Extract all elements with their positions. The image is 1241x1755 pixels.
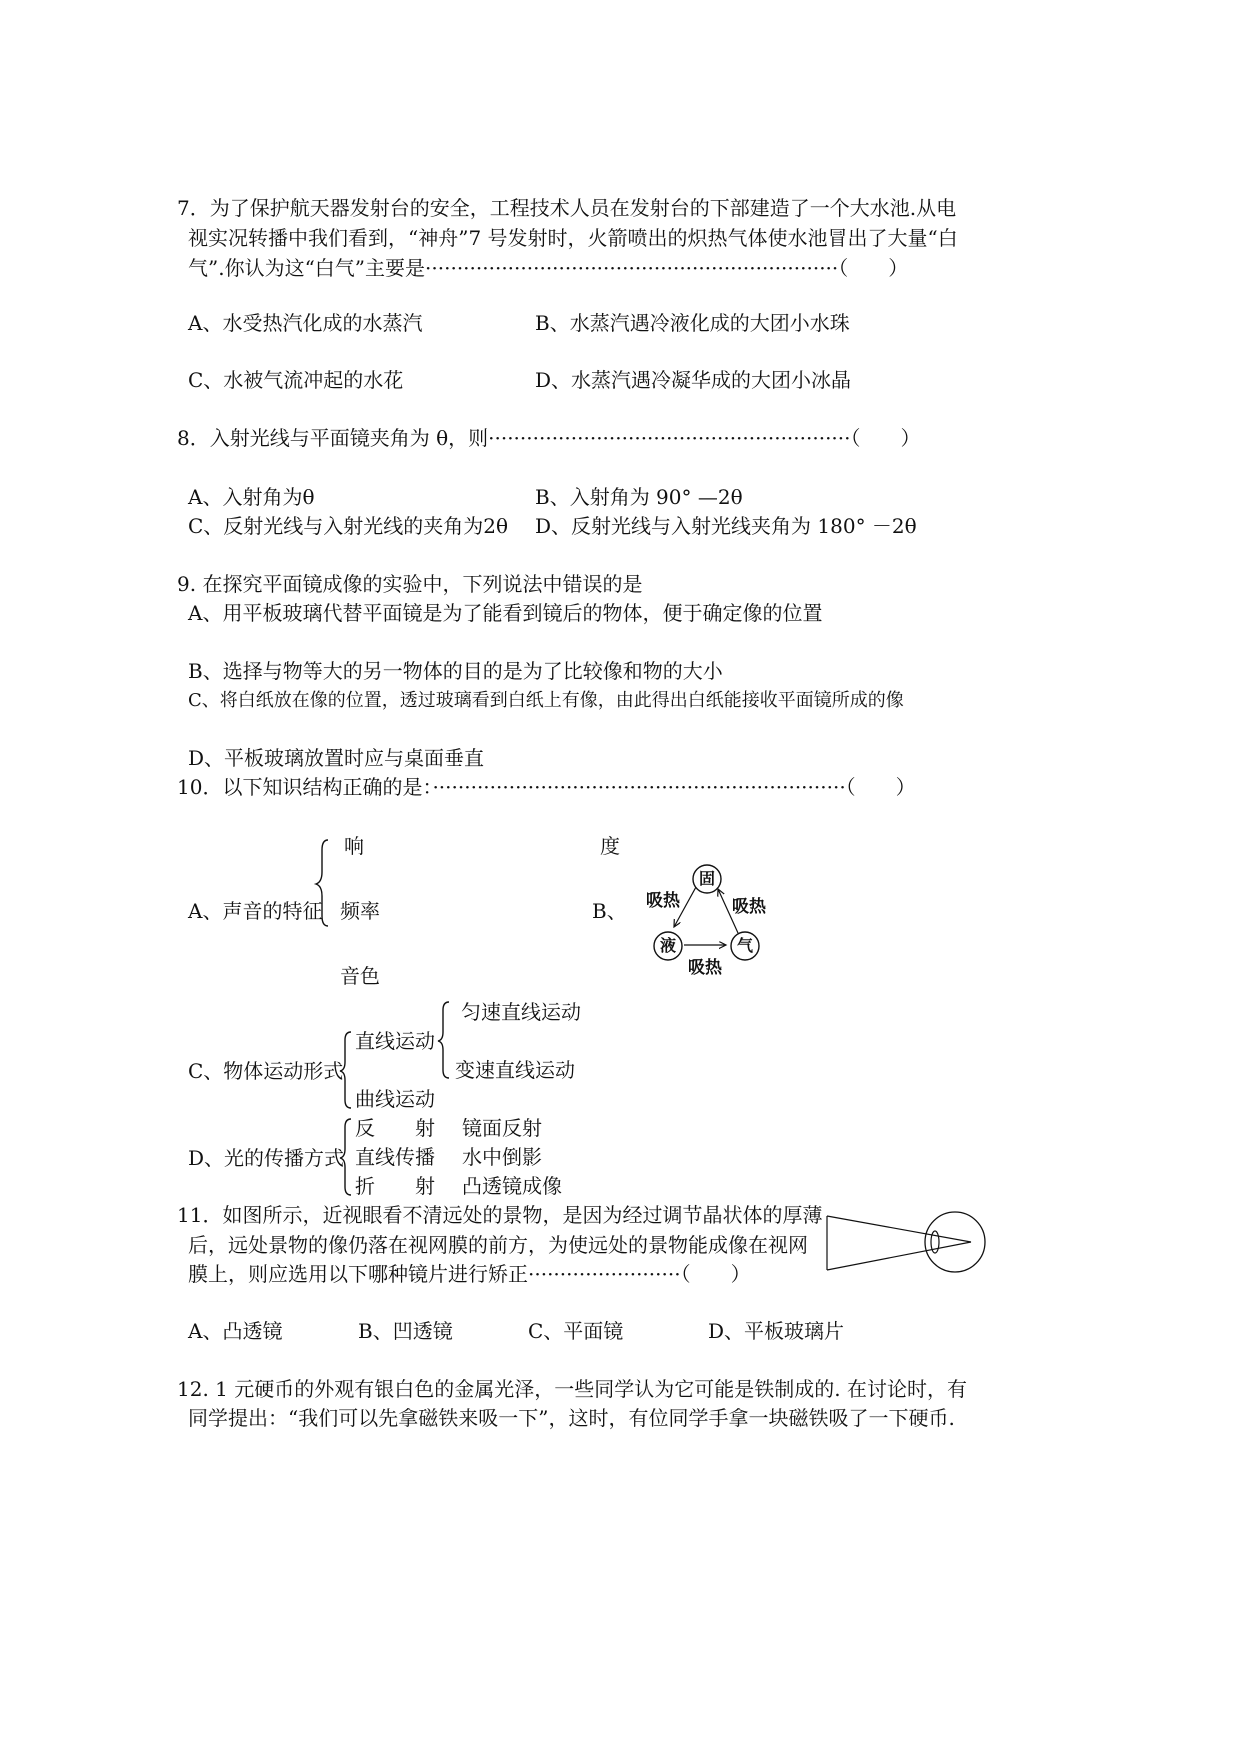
q9-option-b[interactable]: B、选择与物等大的另一物体的目的是为了比较像和物的大小 bbox=[188, 659, 723, 683]
q10d-label[interactable]: D、光的传播方式 bbox=[188, 1146, 345, 1170]
q10a-item-loudness: 响 bbox=[344, 834, 364, 858]
q8-option-d[interactable]: D、反射光线与入射光线夹角为 180° －2θ bbox=[535, 514, 917, 538]
q10d-row-1-key: 反 射 bbox=[355, 1116, 435, 1140]
q10d-row-2-value: 水中倒影 bbox=[462, 1145, 542, 1169]
q10b-node-gas: 气 bbox=[737, 936, 754, 955]
q11-eye-diagram bbox=[826, 1208, 986, 1278]
q7-line-2: 视实况转播中我们看到，“神舟”7 号发射时，火箭喷出的炽热气体使水池冒出了大量“白 bbox=[188, 226, 958, 250]
q12-line-1: 12. 1 元硬币的外观有银白色的金属光泽，一些同学认为它可能是铁制成的. 在讨论时，有 bbox=[177, 1377, 967, 1401]
q8-option-c[interactable]: C、反射光线与入射光线的夹角为2θ bbox=[188, 514, 509, 538]
q9-option-a[interactable]: A、用平板玻璃代替平面镜是为了能看到镜后的物体，便于确定像的位置 bbox=[188, 601, 823, 625]
q11-crystalline-lens bbox=[931, 1231, 939, 1253]
q7-option-a[interactable]: A、水受热汽化成的水蒸汽 bbox=[188, 311, 423, 335]
q7-option-b[interactable]: B、水蒸汽遇冷液化成的大团小水珠 bbox=[535, 311, 850, 335]
q10b-label[interactable]: B、 bbox=[592, 899, 627, 923]
q10c-variable-linear: 变速直线运动 bbox=[455, 1058, 575, 1082]
q10a-item-timbre: 音色 bbox=[340, 964, 380, 988]
q10c-brace-main bbox=[339, 1030, 355, 1110]
q10d-row-1-value: 镜面反射 bbox=[462, 1116, 542, 1140]
q11-option-d[interactable]: D、平板玻璃片 bbox=[708, 1319, 845, 1343]
q10a-stray-char: 度 bbox=[600, 834, 620, 858]
q9-stem: 9. 在探究平面镜成像的实验中，下列说法中错误的是 bbox=[177, 572, 643, 596]
q10c-label[interactable]: C、物体运动形式 bbox=[188, 1059, 344, 1083]
q8-stem: 8．入射光线与平面镜夹角为 θ，则·························································（ ） bbox=[177, 426, 921, 450]
q7-option-d[interactable]: D、水蒸汽遇冷凝华成的大团小冰晶 bbox=[535, 368, 852, 392]
q11-line-1: 11．如图所示，近视眼看不清远处的景物，是因为经过调节晶状体的厚薄 bbox=[177, 1203, 823, 1227]
q11-option-b[interactable]: B、凹透镜 bbox=[358, 1319, 453, 1343]
q10c-sub-linear: 直线运动 bbox=[355, 1029, 435, 1053]
q10c-sub-curvilinear: 曲线运动 bbox=[355, 1087, 435, 1111]
q10d-row-3-key: 折 射 bbox=[355, 1174, 435, 1198]
q10b-node-solid: 固 bbox=[699, 869, 716, 888]
q10a-label[interactable]: A、声音的特征 bbox=[188, 899, 323, 923]
q10c-brace-linear bbox=[437, 1000, 453, 1080]
q10a-item-frequency: 频率 bbox=[340, 899, 380, 923]
q8-option-a[interactable]: A、入射角为θ bbox=[188, 485, 315, 509]
q11-eyeball bbox=[925, 1212, 985, 1272]
q9-option-d[interactable]: D、平板玻璃放置时应与桌面垂直 bbox=[188, 746, 485, 770]
q7-line-3: 气”.你认为这“白气”主要是·································································（ ） bbox=[188, 256, 909, 280]
q12-line-2: 同学提出：“我们可以先拿磁铁来吸一下”，这时，有位同学手拿一块磁铁吸了一下硬币. bbox=[188, 1406, 955, 1430]
q7-line-1: 7．为了保护航天器发射台的安全，工程技术人员在发射台的下部建造了一个大水池.从电 bbox=[177, 196, 957, 220]
q10a-brace bbox=[314, 838, 334, 928]
q9-option-c[interactable]: C、将白纸放在像的位置，透过玻璃看到白纸上有像，由此得出白纸能接收平面镜所成的像 bbox=[188, 690, 904, 711]
q10b-edge-bottom: 吸热 bbox=[688, 958, 722, 978]
q11-option-c[interactable]: C、平面镜 bbox=[528, 1319, 624, 1343]
q10c-uniform-linear: 匀速直线运动 bbox=[461, 1000, 581, 1024]
q10b-node-liquid: 液 bbox=[660, 936, 677, 955]
q11-line-2: 后，远处景物的像仍落在视网膜的前方，为使远处的景物能成像在视网 bbox=[188, 1233, 808, 1257]
q10-stem: 10．以下知识结构正确的是：·································································（ ） bbox=[177, 775, 916, 799]
q8-option-b[interactable]: B、入射角为 90° —2θ bbox=[535, 485, 743, 509]
q10d-row-3-value: 凸透镜成像 bbox=[462, 1174, 562, 1198]
q11-line-3: 膜上，则应选用以下哪种镜片进行矫正························（ ） bbox=[188, 1262, 751, 1286]
q10b-edge-right: 吸热 bbox=[732, 897, 766, 917]
q10d-row-2-key: 直线传播 bbox=[355, 1145, 435, 1169]
q10d-brace bbox=[339, 1117, 355, 1197]
q11-option-a[interactable]: A、凸透镜 bbox=[188, 1319, 283, 1343]
q7-option-c[interactable]: C、水被气流冲起的水花 bbox=[188, 368, 404, 392]
q10b-edge-left: 吸热 bbox=[646, 891, 680, 911]
